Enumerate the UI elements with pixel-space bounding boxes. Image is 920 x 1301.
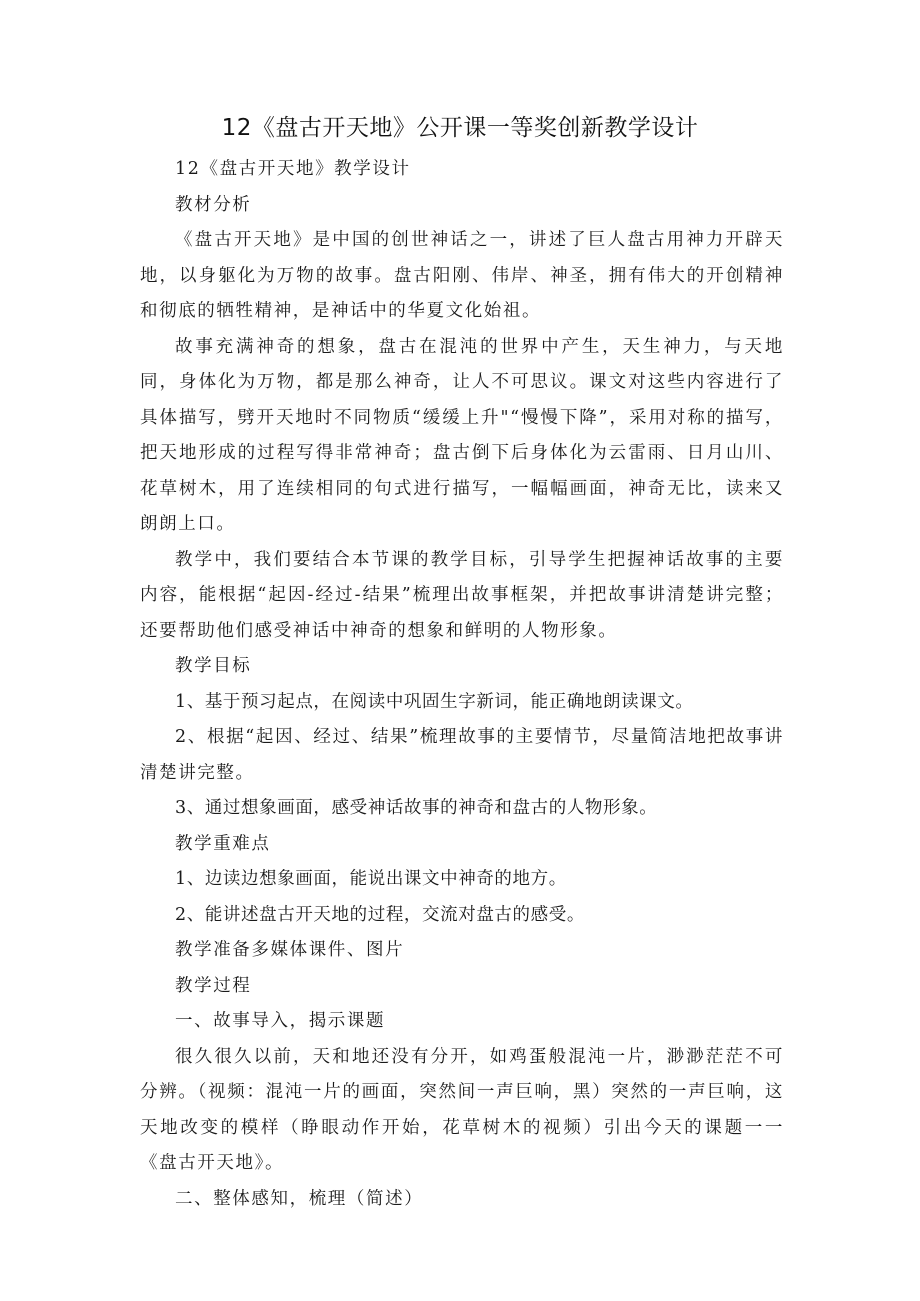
heading-teaching-process: 教学过程: [175, 975, 252, 996]
paragraph-subtitle: 12《盘古开天地》教学设计: [175, 159, 411, 179]
heading-textbook-analysis: 教材分析: [175, 194, 252, 215]
goal-item-3: 3、通过想象画面，感受神话故事的神奇和盘古的人物形象。: [175, 798, 658, 818]
paragraph-analysis-2: 故事充满神奇的想象，盘古在混沌的世界中产生，天生神力，与天地同，身体化为万物，都是那么神奇，让人不可思议。课文对这些内容进行了具体描写，劈开天地时不同物质“缓缓上升"“慢慢下降”，采用对称的描写，把天地形成的过程写得非常神奇；盘古倒下后身体化为云雷雨、日月山川、花草树木，用了连续相同的句式进行描写，一幅幅画面，神奇无比，读来又朗朗上口。: [140, 336, 784, 534]
goal-item-1: 1、基于预习起点，在阅读中巩固生字新词，能正确地朗读课文。: [175, 691, 694, 712]
document-body: [140, 152, 784, 1217]
difficulty-item-1: 1、边读边想象画面，能说出课文中神奇的地方。: [175, 869, 567, 889]
difficulty-item-2: 2、能讲述盘古开天地的过程，交流对盘古的感受。: [175, 904, 585, 925]
section-heading-2: 二、整体感知，梳理（简述）: [175, 1188, 424, 1209]
heading-teaching-goals: 教学目标: [175, 656, 252, 676]
goal-item-2: 2、根据“起因、经过、结果”梳理故事的主要情节，尽量简洁地把故事讲清楚讲完整。: [140, 727, 784, 783]
paragraph-analysis-1: 《盘古开天地》是中国的创世神话之一，讲述了巨人盘古用神力开辟天地，以身躯化为万物的故事。盘古阳刚、伟岸、神圣，拥有伟大的开创精神和彻底的牺牲精神，是神话中的华夏文化始祖。: [140, 230, 784, 321]
section-heading-1: 一、故事导入，揭示课题: [175, 1011, 386, 1031]
document-title: 12《盘古开天地》公开课一等奖创新教学设计: [221, 115, 699, 141]
paragraph-intro-story: 很久很久以前，天和地还没有分开，如鸡蛋般混沌一片，渺渺茫茫不可分辨。（视频：混沌一片的画面，突然间一声巨响，黑）突然的一声巨响，这天地改变的模样（睁眼动作开始，花草树木的视频）引出今天的课题一一《盘古开天地》。: [140, 1046, 784, 1173]
paragraph-analysis-3: 教学中，我们要结合本节课的教学目标，引导学生把握神话故事的主要内容，能根据“起因-经过-结果”梳理出故事框架，并把故事讲清楚讲完整；还要帮助他们感受神话中神奇的想象和鲜明的人物形象。: [140, 549, 784, 641]
heading-key-difficulties: 教学重难点: [175, 833, 271, 854]
heading-teaching-preparation: 教学准备多媒体课件、图片: [175, 940, 405, 960]
